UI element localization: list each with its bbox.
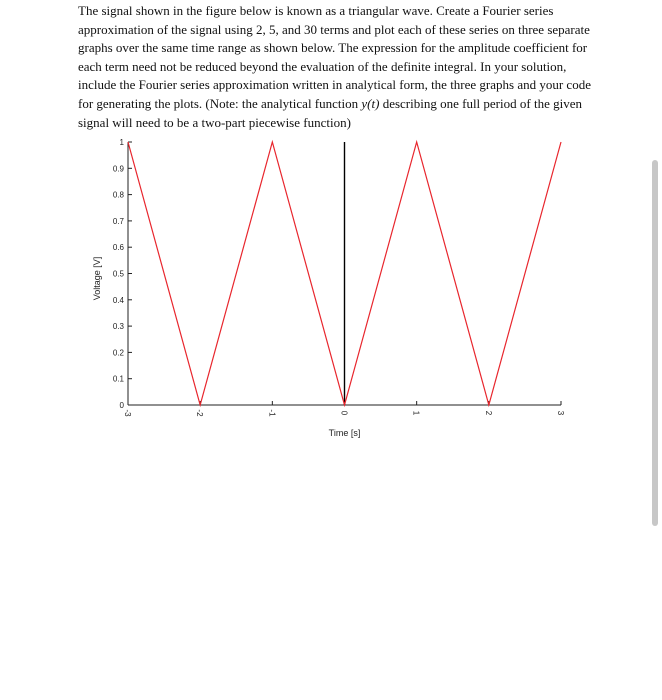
x-tick-label: 1 bbox=[411, 410, 421, 416]
x-tick-label: -1 bbox=[267, 409, 277, 417]
y-tick-label: 0.5 bbox=[112, 269, 124, 279]
x-tick-label: -3 bbox=[123, 409, 132, 417]
problem-text-part2: describing one full period of the given signal will need to be a two-part piecewise function) bbox=[78, 95, 582, 130]
x-tick-label: -2 bbox=[195, 409, 205, 417]
function-notation: y(t) bbox=[361, 95, 380, 111]
y-tick-label: 0.6 bbox=[112, 243, 124, 253]
y-tick-label: 0.2 bbox=[112, 348, 124, 358]
x-tick-label: 2 bbox=[483, 410, 493, 416]
y-tick-label: 0.3 bbox=[112, 322, 124, 332]
y-tick-label: 1 bbox=[119, 138, 124, 147]
y-axis-title: Voltage [V] bbox=[92, 256, 102, 301]
y-tick-label: 0.1 bbox=[112, 374, 124, 384]
x-tick-label: 3 bbox=[556, 410, 565, 416]
y-tick-label: 0.4 bbox=[112, 295, 124, 305]
x-tick-label: 0 bbox=[339, 410, 349, 416]
y-tick-label: 0 bbox=[119, 401, 124, 410]
scrollbar-thumb[interactable] bbox=[652, 160, 658, 526]
y-tick-label: 0.7 bbox=[112, 216, 124, 226]
y-tick-label: 0.9 bbox=[112, 164, 124, 174]
x-axis-title: Time [s] bbox=[328, 428, 361, 438]
problem-text-part1: The signal shown in the figure below is known as a triangular wave. Create a Fourier series approximation of the signal using 2, 5, and 30 terms and plot each of these series on three separate graphs over the same time range as shown below. The expression for the amplitude coefficient for each term need not be reduced beyond the evaluation of the definite integral. In your solution, include the Fourier series approximation written in analytical form, the three graphs and your code for generating the plots. (Note: the analytical function bbox=[78, 3, 591, 111]
y-tick-label: 0.8 bbox=[112, 190, 124, 200]
